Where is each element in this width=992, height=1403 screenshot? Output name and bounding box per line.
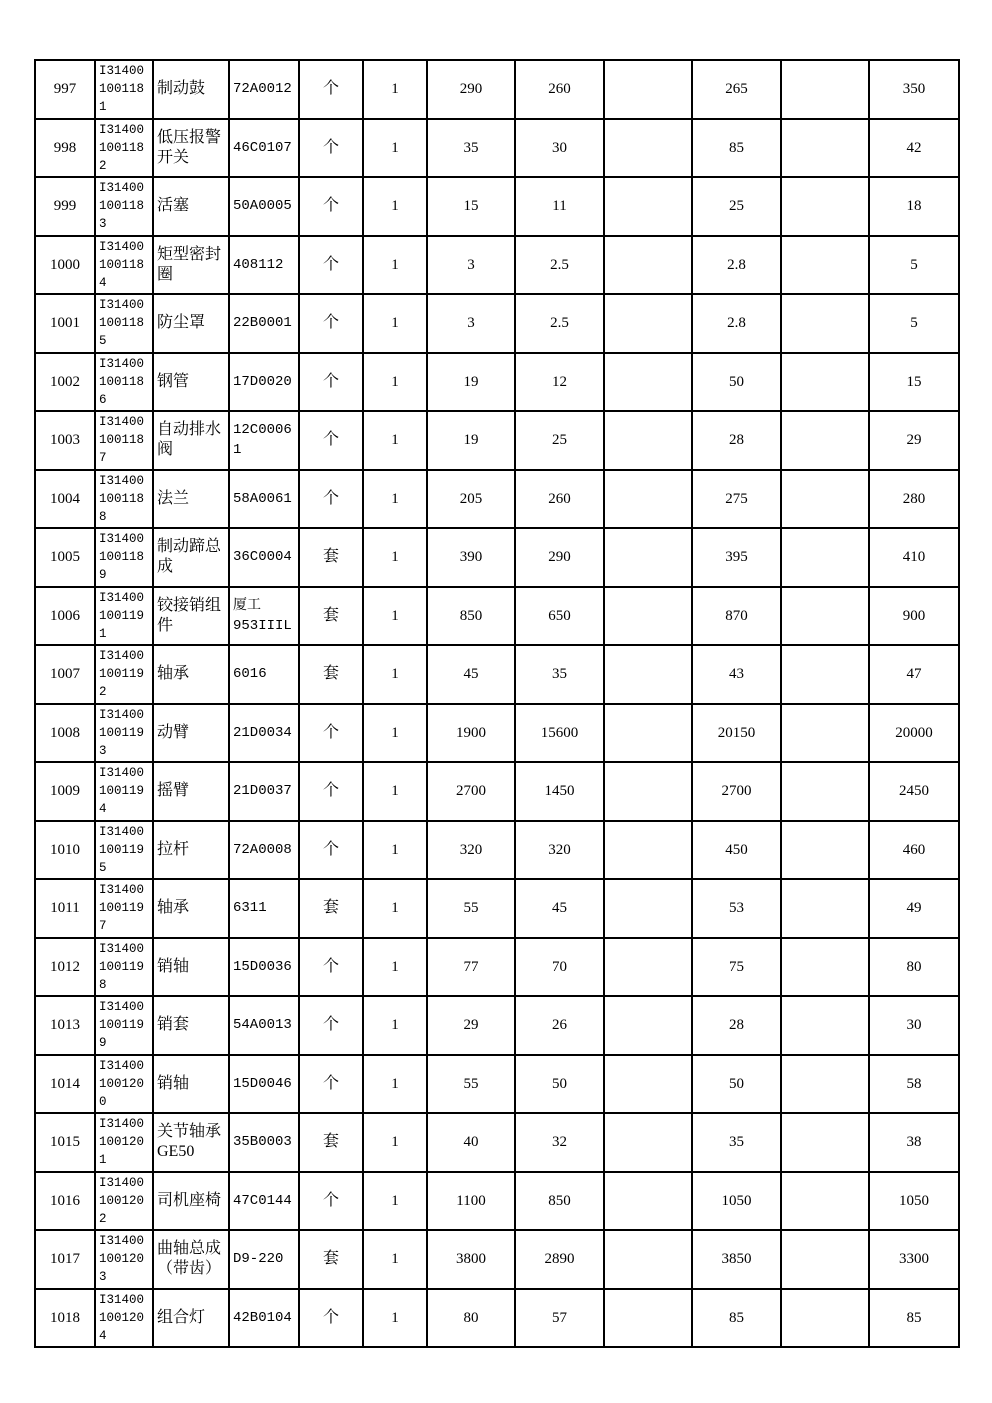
price-a-cell: 390 [427, 528, 515, 587]
part-number-cell: 12C00061 [229, 411, 299, 470]
blank-cell [604, 60, 692, 119]
blank-cell [781, 177, 869, 236]
row-number-cell: 1013 [35, 996, 95, 1055]
blank-cell [781, 762, 869, 821]
item-code-cell: I314001001202 [95, 1172, 153, 1231]
price-c-cell: 2700 [692, 762, 781, 821]
quantity-cell: 1 [363, 1172, 427, 1231]
part-number-cell: 72A0012 [229, 60, 299, 119]
table-row [35, 938, 959, 997]
table-row [35, 587, 959, 646]
table-row [35, 762, 959, 821]
price-a-cell: 55 [427, 879, 515, 938]
price-b-cell: 11 [515, 177, 604, 236]
blank-cell [781, 236, 869, 295]
unit-cell: 个 [299, 996, 363, 1055]
quantity-cell: 1 [363, 470, 427, 529]
blank-cell [604, 353, 692, 412]
part-name-cell: 司机座椅 [153, 1172, 229, 1231]
blank-cell [604, 587, 692, 646]
price-b-cell: 15600 [515, 704, 604, 763]
quantity-cell: 1 [363, 60, 427, 119]
table-row [35, 528, 959, 587]
price-b-cell: 2.5 [515, 294, 604, 353]
row-number-cell: 1006 [35, 587, 95, 646]
table-row [35, 1055, 959, 1114]
item-code-cell: I314001001192 [95, 645, 153, 704]
blank-cell [781, 60, 869, 119]
quantity-cell: 1 [363, 1289, 427, 1348]
part-name-cell: 自动排水阀 [153, 411, 229, 470]
item-code-cell: I314001001195 [95, 821, 153, 880]
table-body [35, 60, 959, 1347]
price-a-cell: 19 [427, 353, 515, 412]
part-name-cell: 制动鼓 [153, 60, 229, 119]
unit-cell: 个 [299, 236, 363, 295]
price-b-cell: 2.5 [515, 236, 604, 295]
item-code-cell: I314001001183 [95, 177, 153, 236]
item-code-cell: I314001001201 [95, 1113, 153, 1172]
part-number-cell: 6311 [229, 879, 299, 938]
blank-cell [781, 411, 869, 470]
part-number-cell: 15D0046 [229, 1055, 299, 1114]
price-c-cell: 35 [692, 1113, 781, 1172]
price-d-cell: 49 [869, 879, 959, 938]
price-c-cell: 75 [692, 938, 781, 997]
table-row [35, 1113, 959, 1172]
part-number-cell: 36C0004 [229, 528, 299, 587]
unit-cell: 个 [299, 353, 363, 412]
price-b-cell: 260 [515, 470, 604, 529]
price-d-cell: 410 [869, 528, 959, 587]
part-number-cell: 21D0034 [229, 704, 299, 763]
table-row [35, 294, 959, 353]
price-a-cell: 850 [427, 587, 515, 646]
price-b-cell: 45 [515, 879, 604, 938]
unit-cell: 个 [299, 1289, 363, 1348]
item-code-cell: I314001001203 [95, 1230, 153, 1289]
table-row [35, 411, 959, 470]
price-c-cell: 1050 [692, 1172, 781, 1231]
quantity-cell: 1 [363, 294, 427, 353]
quantity-cell: 1 [363, 762, 427, 821]
blank-cell [781, 294, 869, 353]
row-number-cell: 1007 [35, 645, 95, 704]
blank-cell [781, 1055, 869, 1114]
blank-cell [781, 704, 869, 763]
item-code-cell: I314001001185 [95, 294, 153, 353]
row-number-cell: 1014 [35, 1055, 95, 1114]
quantity-cell: 1 [363, 938, 427, 997]
table-row [35, 1230, 959, 1289]
unit-cell: 个 [299, 294, 363, 353]
price-a-cell: 3800 [427, 1230, 515, 1289]
quantity-cell: 1 [363, 1113, 427, 1172]
unit-cell: 套 [299, 528, 363, 587]
row-number-cell: 999 [35, 177, 95, 236]
part-number-cell: 22B0001 [229, 294, 299, 353]
table-row [35, 1289, 959, 1348]
part-name-cell: 矩型密封圈 [153, 236, 229, 295]
price-d-cell: 350 [869, 60, 959, 119]
table-row [35, 996, 959, 1055]
blank-cell [781, 1172, 869, 1231]
price-c-cell: 265 [692, 60, 781, 119]
price-a-cell: 205 [427, 470, 515, 529]
row-number-cell: 1004 [35, 470, 95, 529]
unit-cell: 套 [299, 1230, 363, 1289]
part-name-cell: 钢管 [153, 353, 229, 412]
price-a-cell: 35 [427, 119, 515, 178]
blank-cell [604, 528, 692, 587]
price-b-cell: 25 [515, 411, 604, 470]
price-d-cell: 38 [869, 1113, 959, 1172]
row-number-cell: 1010 [35, 821, 95, 880]
blank-cell [604, 762, 692, 821]
unit-cell: 个 [299, 470, 363, 529]
blank-cell [604, 645, 692, 704]
unit-cell: 个 [299, 704, 363, 763]
part-number-cell: 47C0144 [229, 1172, 299, 1231]
item-code-cell: I314001001200 [95, 1055, 153, 1114]
price-a-cell: 19 [427, 411, 515, 470]
item-code-cell: I314001001198 [95, 938, 153, 997]
row-number-cell: 1017 [35, 1230, 95, 1289]
blank-cell [604, 1230, 692, 1289]
price-b-cell: 30 [515, 119, 604, 178]
price-a-cell: 45 [427, 645, 515, 704]
table-row [35, 60, 959, 119]
part-name-cell: 关节轴承GE50 [153, 1113, 229, 1172]
part-number-cell: 408112 [229, 236, 299, 295]
part-name-cell: 轴承 [153, 879, 229, 938]
quantity-cell: 1 [363, 1055, 427, 1114]
table-row [35, 177, 959, 236]
blank-cell [781, 645, 869, 704]
price-c-cell: 275 [692, 470, 781, 529]
row-number-cell: 1012 [35, 938, 95, 997]
quantity-cell: 1 [363, 879, 427, 938]
price-c-cell: 85 [692, 119, 781, 178]
price-d-cell: 80 [869, 938, 959, 997]
price-a-cell: 77 [427, 938, 515, 997]
price-b-cell: 12 [515, 353, 604, 412]
blank-cell [781, 119, 869, 178]
price-b-cell: 320 [515, 821, 604, 880]
blank-cell [781, 587, 869, 646]
unit-cell: 个 [299, 821, 363, 880]
blank-cell [604, 1172, 692, 1231]
blank-cell [781, 879, 869, 938]
part-name-cell: 活塞 [153, 177, 229, 236]
part-name-cell: 拉杆 [153, 821, 229, 880]
price-d-cell: 3300 [869, 1230, 959, 1289]
item-code-cell: I314001001186 [95, 353, 153, 412]
price-d-cell: 47 [869, 645, 959, 704]
table-row [35, 645, 959, 704]
blank-cell [604, 1055, 692, 1114]
table-row [35, 353, 959, 412]
row-number-cell: 1001 [35, 294, 95, 353]
price-b-cell: 850 [515, 1172, 604, 1231]
part-number-cell: 17D0020 [229, 353, 299, 412]
blank-cell [604, 294, 692, 353]
price-d-cell: 85 [869, 1289, 959, 1348]
part-name-cell: 法兰 [153, 470, 229, 529]
blank-cell [604, 1113, 692, 1172]
item-code-cell: I314001001181 [95, 60, 153, 119]
unit-cell: 个 [299, 762, 363, 821]
price-b-cell: 50 [515, 1055, 604, 1114]
row-number-cell: 1008 [35, 704, 95, 763]
price-d-cell: 460 [869, 821, 959, 880]
blank-cell [781, 470, 869, 529]
row-number-cell: 1018 [35, 1289, 95, 1348]
part-name-cell: 制动蹄总成 [153, 528, 229, 587]
item-code-cell: I314001001204 [95, 1289, 153, 1348]
blank-cell [604, 177, 692, 236]
price-b-cell: 1450 [515, 762, 604, 821]
item-code-cell: I314001001193 [95, 704, 153, 763]
price-d-cell: 42 [869, 119, 959, 178]
blank-cell [604, 470, 692, 529]
blank-cell [604, 236, 692, 295]
part-name-cell: 销轴 [153, 938, 229, 997]
part-number-cell: D9-220 [229, 1230, 299, 1289]
price-b-cell: 260 [515, 60, 604, 119]
part-name-cell: 轴承 [153, 645, 229, 704]
part-name-cell: 防尘罩 [153, 294, 229, 353]
price-a-cell: 290 [427, 60, 515, 119]
quantity-cell: 1 [363, 353, 427, 412]
quantity-cell: 1 [363, 821, 427, 880]
price-d-cell: 20000 [869, 704, 959, 763]
price-d-cell: 29 [869, 411, 959, 470]
unit-cell: 个 [299, 60, 363, 119]
price-c-cell: 53 [692, 879, 781, 938]
item-code-cell: I314001001184 [95, 236, 153, 295]
part-number-cell: 50A0005 [229, 177, 299, 236]
table-row [35, 821, 959, 880]
part-number-cell: 厦工953IIIL [229, 587, 299, 646]
quantity-cell: 1 [363, 177, 427, 236]
price-c-cell: 85 [692, 1289, 781, 1348]
quantity-cell: 1 [363, 587, 427, 646]
price-c-cell: 50 [692, 353, 781, 412]
price-b-cell: 26 [515, 996, 604, 1055]
part-name-cell: 销套 [153, 996, 229, 1055]
quantity-cell: 1 [363, 704, 427, 763]
row-number-cell: 1005 [35, 528, 95, 587]
item-code-cell: I314001001199 [95, 996, 153, 1055]
blank-cell [781, 1113, 869, 1172]
blank-cell [781, 996, 869, 1055]
table-row [35, 470, 959, 529]
price-a-cell: 1900 [427, 704, 515, 763]
price-d-cell: 30 [869, 996, 959, 1055]
unit-cell: 套 [299, 879, 363, 938]
row-number-cell: 1003 [35, 411, 95, 470]
part-number-cell: 15D0036 [229, 938, 299, 997]
price-c-cell: 395 [692, 528, 781, 587]
item-code-cell: I314001001188 [95, 470, 153, 529]
item-code-cell: I314001001191 [95, 587, 153, 646]
price-c-cell: 3850 [692, 1230, 781, 1289]
row-number-cell: 1016 [35, 1172, 95, 1231]
blank-cell [604, 704, 692, 763]
parts-price-table [34, 59, 960, 1348]
part-number-cell: 35B0003 [229, 1113, 299, 1172]
item-code-cell: I314001001189 [95, 528, 153, 587]
price-d-cell: 1050 [869, 1172, 959, 1231]
row-number-cell: 1002 [35, 353, 95, 412]
part-number-cell: 72A0008 [229, 821, 299, 880]
price-d-cell: 280 [869, 470, 959, 529]
part-number-cell: 42B0104 [229, 1289, 299, 1348]
part-number-cell: 54A0013 [229, 996, 299, 1055]
blank-cell [604, 996, 692, 1055]
part-name-cell: 铰接销组件 [153, 587, 229, 646]
price-a-cell: 29 [427, 996, 515, 1055]
price-c-cell: 43 [692, 645, 781, 704]
price-a-cell: 80 [427, 1289, 515, 1348]
quantity-cell: 1 [363, 411, 427, 470]
row-number-cell: 998 [35, 119, 95, 178]
price-b-cell: 290 [515, 528, 604, 587]
table-row [35, 879, 959, 938]
unit-cell: 个 [299, 119, 363, 178]
item-code-cell: I314001001197 [95, 879, 153, 938]
part-name-cell: 低压报警开关 [153, 119, 229, 178]
unit-cell: 个 [299, 1055, 363, 1114]
item-code-cell: I314001001187 [95, 411, 153, 470]
price-b-cell: 70 [515, 938, 604, 997]
price-b-cell: 32 [515, 1113, 604, 1172]
blank-cell [781, 1230, 869, 1289]
blank-cell [781, 528, 869, 587]
blank-cell [604, 1289, 692, 1348]
quantity-cell: 1 [363, 645, 427, 704]
price-a-cell: 1100 [427, 1172, 515, 1231]
price-d-cell: 2450 [869, 762, 959, 821]
part-name-cell: 销轴 [153, 1055, 229, 1114]
blank-cell [604, 119, 692, 178]
price-b-cell: 650 [515, 587, 604, 646]
blank-cell [781, 1289, 869, 1348]
unit-cell: 个 [299, 1172, 363, 1231]
blank-cell [604, 879, 692, 938]
unit-cell: 套 [299, 1113, 363, 1172]
price-a-cell: 3 [427, 294, 515, 353]
price-d-cell: 5 [869, 294, 959, 353]
part-number-cell: 6016 [229, 645, 299, 704]
row-number-cell: 1000 [35, 236, 95, 295]
price-a-cell: 320 [427, 821, 515, 880]
quantity-cell: 1 [363, 528, 427, 587]
part-name-cell: 动臂 [153, 704, 229, 763]
part-name-cell: 曲轴总成（带齿） [153, 1230, 229, 1289]
part-name-cell: 摇臂 [153, 762, 229, 821]
blank-cell [781, 353, 869, 412]
price-c-cell: 20150 [692, 704, 781, 763]
price-c-cell: 2.8 [692, 294, 781, 353]
unit-cell: 套 [299, 645, 363, 704]
price-c-cell: 28 [692, 996, 781, 1055]
price-d-cell: 5 [869, 236, 959, 295]
price-a-cell: 55 [427, 1055, 515, 1114]
price-d-cell: 900 [869, 587, 959, 646]
price-b-cell: 35 [515, 645, 604, 704]
price-d-cell: 18 [869, 177, 959, 236]
part-name-cell: 组合灯 [153, 1289, 229, 1348]
blank-cell [781, 938, 869, 997]
quantity-cell: 1 [363, 236, 427, 295]
row-number-cell: 1009 [35, 762, 95, 821]
blank-cell [604, 938, 692, 997]
price-a-cell: 2700 [427, 762, 515, 821]
quantity-cell: 1 [363, 119, 427, 178]
part-number-cell: 58A0061 [229, 470, 299, 529]
price-a-cell: 40 [427, 1113, 515, 1172]
blank-cell [604, 821, 692, 880]
price-c-cell: 50 [692, 1055, 781, 1114]
item-code-cell: I314001001194 [95, 762, 153, 821]
quantity-cell: 1 [363, 1230, 427, 1289]
price-c-cell: 28 [692, 411, 781, 470]
table-row [35, 236, 959, 295]
price-c-cell: 450 [692, 821, 781, 880]
price-b-cell: 57 [515, 1289, 604, 1348]
blank-cell [604, 411, 692, 470]
unit-cell: 套 [299, 587, 363, 646]
blank-cell [781, 821, 869, 880]
price-d-cell: 15 [869, 353, 959, 412]
price-c-cell: 25 [692, 177, 781, 236]
unit-cell: 个 [299, 177, 363, 236]
unit-cell: 个 [299, 938, 363, 997]
row-number-cell: 1011 [35, 879, 95, 938]
price-d-cell: 58 [869, 1055, 959, 1114]
row-number-cell: 997 [35, 60, 95, 119]
table-row [35, 704, 959, 763]
unit-cell: 个 [299, 411, 363, 470]
price-a-cell: 15 [427, 177, 515, 236]
quantity-cell: 1 [363, 996, 427, 1055]
table-row [35, 119, 959, 178]
row-number-cell: 1015 [35, 1113, 95, 1172]
part-number-cell: 46C0107 [229, 119, 299, 178]
price-c-cell: 2.8 [692, 236, 781, 295]
table-row [35, 1172, 959, 1231]
part-number-cell: 21D0037 [229, 762, 299, 821]
price-b-cell: 2890 [515, 1230, 604, 1289]
price-a-cell: 3 [427, 236, 515, 295]
price-c-cell: 870 [692, 587, 781, 646]
item-code-cell: I314001001182 [95, 119, 153, 178]
